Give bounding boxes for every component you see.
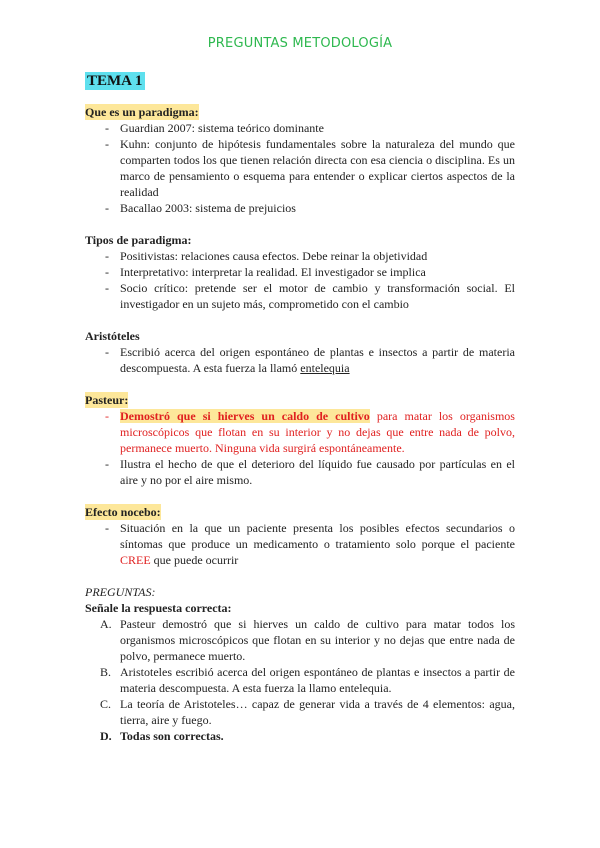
option-marker: B. [100, 665, 112, 679]
list-item: - Socio crítico: pretende ser el motor de cambio y transformación social. El investigador en un sujeto más, comprometido con el cambio [85, 280, 515, 312]
section-tipos [85, 232, 515, 312]
document-title: PREGUNTAS METODOLOGÍA [207, 36, 393, 51]
cree-emphasis: CREE [120, 553, 151, 567]
entelequia-term: entelequia [300, 361, 350, 375]
option-marker: D. [100, 729, 112, 743]
aristoteles-list [85, 344, 515, 376]
section-heading-tipos: Tipos de paradigma: [85, 233, 192, 247]
list-item: - Interpretativo: interpretar la realidad. El investigador se implica [85, 264, 515, 280]
option-text: Aristoteles escribió acerca del origen espontáneo de plantas e insectos a partir de materia descompuesta. A esta fuerza la llamo entelequia. [120, 665, 515, 695]
list-item [85, 344, 515, 376]
list-item [85, 520, 515, 568]
list-item [85, 408, 515, 456]
item-text: que puede ocurrir [150, 553, 239, 567]
paradigma-list [85, 120, 515, 216]
section-preguntas [85, 584, 515, 744]
list-item: - Bacallao 2003: sistema de prejuicios [85, 200, 515, 216]
answer-option-c [85, 696, 515, 728]
question-prompt: Señale la respuesta correcta: [85, 601, 232, 615]
section-pasteur [85, 392, 515, 488]
list-item: - Kuhn: conjunto de hipótesis fundamentales sobre la naturaleza del mundo que comparten todos los que tienen relación directa con esa ciencia o disciplina. Es un marco de pensamiento o esquema para entender o explicar ciertos aspectos de la realidad [85, 136, 515, 200]
section-heading-nocebo: Efecto nocebo: [85, 505, 161, 519]
item-text: para matar los organismos microscópicos que flotan en su interior y no dejas que entre nada de polvo, permanece muerto. Ninguna vida surgirá espontáneamente. [120, 409, 515, 455]
answer-option-a [85, 616, 515, 664]
answer-option-d [85, 728, 515, 744]
list-item: - Positivistas: relaciones causa efectos. Debe reinar la objetividad [85, 248, 515, 264]
preguntas-label: PREGUNTAS: [85, 585, 156, 599]
item-text: Situación en la que un paciente presenta los posibles efectos secundarios o síntomas que produce un medicamento o tratamiento solo porque el paciente [120, 521, 515, 551]
section-nocebo [85, 504, 515, 568]
section-heading-aristoteles: Aristóteles [85, 329, 140, 343]
section-heading-pasteur: Pasteur: [85, 393, 129, 407]
option-text: Pasteur demostró que si hierves un caldo de cultivo para matar todos los organismos microscópicos que flotan en su interior y no dejas que entre nada de polvo, permanece muerto. [120, 617, 515, 663]
section-heading-paradigma: Que es un paradigma: [85, 105, 199, 119]
answer-option-b [85, 664, 515, 696]
item-text: Escribió acerca del origen espontáneo de plantas e insectos a partir de materia descompuesta. A esta fuerza la llamó [120, 345, 515, 375]
option-marker: C. [100, 697, 112, 711]
list-item: - Guardian 2007: sistema teórico dominante [85, 120, 515, 136]
pasteur-list [85, 408, 515, 488]
section-paradigma [85, 104, 515, 216]
tema-heading: TEMA 1 [85, 72, 145, 90]
list-item: - Ilustra el hecho de que el deterioro del líquido fue causado por partículas en el aire y no por el aire mismo. [85, 456, 515, 488]
option-text: Todas son correctas. [120, 729, 224, 743]
answer-options [85, 616, 515, 744]
highlighted-claim: Demostró que si hierves un caldo de cultivo [120, 409, 370, 423]
tipos-list [85, 248, 515, 312]
option-text: La teoría de Aristoteles… capaz de generar vida a través de 4 elementos: agua, tierra, aire y fuego. [120, 697, 515, 727]
nocebo-list [85, 520, 515, 568]
option-marker: A. [100, 617, 112, 631]
document-body [85, 104, 515, 760]
section-aristoteles [85, 328, 515, 376]
